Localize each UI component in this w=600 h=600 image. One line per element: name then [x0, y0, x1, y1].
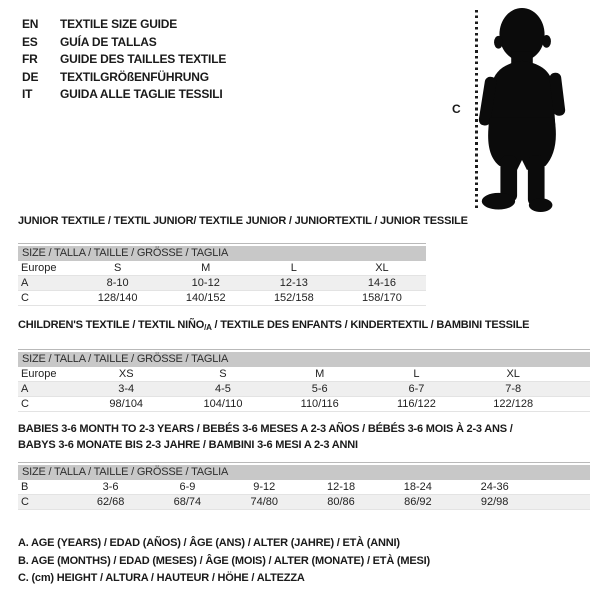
junior-size-table — [18, 261, 426, 306]
junior-table-title: JUNIOR TEXTILE / TEXTIL JUNIOR/ TEXTILE JUNIOR / JUNIORTEXTIL / JUNIOR TESSILE — [18, 215, 468, 227]
value-cell: 158/170 — [338, 291, 426, 306]
value-cell — [533, 495, 590, 510]
value-cell: 152/158 — [250, 291, 338, 306]
babies-textile-section — [18, 421, 590, 510]
value-cell — [533, 480, 590, 495]
row-label-cell: C — [18, 291, 74, 306]
legend-age-years: A. AGE (YEARS) / EDAD (AÑOS) / ÂGE (ANS) / ALTER (JAHRE) / ETÀ (ANNI) — [18, 537, 400, 549]
value-cell: 3-4 — [78, 382, 175, 397]
value-cell: 116/122 — [368, 397, 465, 412]
value-cell: XL — [465, 367, 562, 382]
value-cell: L — [250, 261, 338, 276]
table-row — [18, 495, 590, 510]
children-size-table — [18, 367, 590, 412]
value-cell: 86/92 — [379, 495, 456, 510]
value-cell: 80/86 — [303, 495, 380, 510]
babies-size-table — [18, 480, 590, 510]
value-cell: 4-5 — [175, 382, 272, 397]
table-row — [18, 397, 590, 412]
guide-title: GUIDE DES TAILLES TEXTILE — [60, 52, 227, 66]
value-cell: 92/98 — [456, 495, 533, 510]
value-cell: S — [175, 367, 272, 382]
subscript: /A — [204, 323, 212, 332]
language-code: EN — [22, 17, 39, 31]
value-cell: 18-24 — [379, 480, 456, 495]
value-cell: 14-16 — [338, 276, 426, 291]
divider — [18, 462, 590, 463]
guide-title: GUÍA DE TALLAS — [60, 34, 157, 49]
value-cell: XL — [338, 261, 426, 276]
language-code: DE — [22, 69, 39, 84]
value-cell: 110/116 — [271, 397, 368, 412]
table-row — [18, 261, 426, 276]
guide-title: GUIDA ALLE TAGLIE TESSILI — [60, 87, 223, 101]
value-cell: 12-18 — [303, 480, 380, 495]
value-cell: 68/74 — [149, 495, 226, 510]
measurement-legend — [18, 535, 430, 588]
value-cell — [562, 367, 590, 382]
row-label-cell: C — [18, 397, 78, 412]
value-cell: 122/128 — [465, 397, 562, 412]
value-cell: XS — [78, 367, 175, 382]
size-header-bar: SIZE / TALLA / TAILLE / GRÖSSE / TAGLIA — [18, 246, 426, 261]
row-label-cell: B — [18, 480, 72, 495]
value-cell: 3-6 — [72, 480, 149, 495]
value-cell: 6-9 — [149, 480, 226, 495]
value-cell: 12-13 — [250, 276, 338, 291]
value-cell: S — [74, 261, 162, 276]
language-code: IT — [22, 87, 33, 101]
row-label-cell: A — [18, 382, 78, 397]
value-cell: 62/68 — [72, 495, 149, 510]
value-cell: 128/140 — [74, 291, 162, 306]
value-cell: 10-12 — [162, 276, 250, 291]
language-title-list — [22, 16, 226, 104]
value-cell: 8-10 — [74, 276, 162, 291]
language-code: ES — [22, 34, 38, 49]
value-cell — [562, 382, 590, 397]
children-table-title: CHILDREN'S TEXTILE / TEXTIL $NIÑO_{/A}$ / TEXTILE DES ENFANTS / KINDERTEXTIL / BAMBINI TESSILE — [18, 319, 530, 332]
row-label-cell: Europe — [18, 367, 78, 382]
toddler-silhouette-image — [472, 6, 572, 212]
value-cell — [562, 397, 590, 412]
value-cell: 24-36 — [456, 480, 533, 495]
table-row — [18, 367, 590, 382]
value-cell: 74/80 — [226, 495, 303, 510]
children-textile-section — [18, 318, 590, 412]
value-cell: 7-8 — [465, 382, 562, 397]
value-cell: L — [368, 367, 465, 382]
value-cell: M — [271, 367, 368, 382]
value-cell: 98/104 — [78, 397, 175, 412]
divider — [18, 243, 426, 244]
table-row — [18, 276, 426, 291]
guide-title: TEXTILE SIZE GUIDE — [60, 17, 178, 31]
value-cell: M — [162, 261, 250, 276]
babies-table-title-line2: BABYS 3-6 MONATE BIS 2-3 JAHRE / BAMBINI 3-6 MESI A 2-3 ANNI — [18, 439, 358, 451]
language-code: FR — [22, 52, 38, 66]
guide-title: TEXTILGRÖßENFÜHRUNG — [60, 69, 209, 84]
legend-height-cm: C. (cm) HEIGHT / ALTURA / HAUTEUR / HÖHE / ALTEZZA — [18, 572, 305, 584]
value-cell: 9-12 — [226, 480, 303, 495]
value-cell: 6-7 — [368, 382, 465, 397]
height-measure-label: C — [452, 102, 461, 116]
junior-textile-section — [18, 214, 468, 306]
size-header-bar: SIZE / TALLA / TAILLE / GRÖSSE / TAGLIA — [18, 465, 590, 480]
size-header-bar: SIZE / TALLA / TAILLE / GRÖSSE / TAGLIA — [18, 352, 590, 367]
divider — [18, 349, 590, 350]
row-label-cell: C — [18, 495, 72, 510]
value-cell: 5-6 — [271, 382, 368, 397]
table-row — [18, 382, 590, 397]
value-cell: 140/152 — [162, 291, 250, 306]
table-row — [18, 480, 590, 495]
babies-table-title-line1: BABIES 3-6 MONTH TO 2-3 YEARS / BEBÉS 3-6 MESES A 2-3 AÑOS / BÉBÉS 3-6 MOIS À 2-3 ANS / — [18, 423, 513, 435]
legend-age-months: B. AGE (MONTHS) / EDAD (MESES) / ÂGE (MOIS) / ALTER (MONATE) / ETÀ (MESI) — [18, 554, 430, 567]
row-label-cell: Europe — [18, 261, 74, 276]
row-label-cell: A — [18, 276, 74, 291]
table-row — [18, 291, 426, 306]
value-cell: 104/110 — [175, 397, 272, 412]
